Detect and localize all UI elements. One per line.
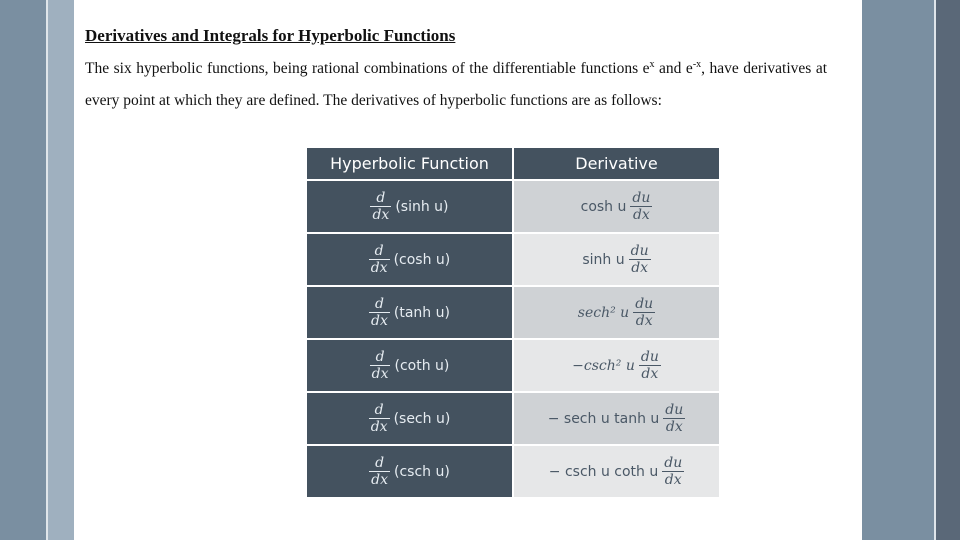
intro-text-and: and e	[654, 60, 693, 77]
exponent-neg-x: -x	[692, 59, 702, 70]
function-expression: (tanh u)	[393, 304, 450, 321]
table-header-row	[306, 147, 720, 180]
header-derivative: Derivative	[513, 147, 720, 180]
slide-title: Derivatives and Integrals for Hyperbolic Functions	[85, 26, 456, 45]
du-dx-fraction: $\frac{du}{dx}$	[635, 296, 654, 329]
derivative-expression: − sech u tanh u	[547, 410, 660, 427]
derivative-expression: −csch² u	[572, 357, 635, 374]
table-row	[306, 339, 720, 392]
function-cell	[306, 445, 513, 498]
derivative-expression: sinh u	[582, 251, 625, 268]
intro-text-part-2: , have derivatives at every point at which they are defined. The derivatives of hyperbolic functions are as follows:	[85, 60, 828, 109]
slide-content	[74, 0, 862, 540]
header-hyperbolic-function: Hyperbolic Function	[306, 147, 513, 180]
left-inner-stripe	[48, 0, 74, 540]
function-cell	[306, 233, 513, 286]
derivative-cell	[513, 233, 720, 286]
function-cell	[306, 339, 513, 392]
function-cell	[306, 180, 513, 233]
d-dx-fraction: $\frac{d}{dx}$	[371, 455, 389, 488]
du-dx-fraction: $\frac{du}{dx}$	[640, 349, 659, 382]
intro-text-part-1: The six hyperbolic functions, being rational combinations of the differentiable functions e	[85, 60, 650, 77]
table-row	[306, 392, 720, 445]
d-dx-fraction: $\frac{d}{dx}$	[372, 190, 390, 223]
function-expression: (sinh u)	[395, 198, 449, 215]
table-row	[306, 445, 720, 498]
d-dx-fraction: $\frac{d}{dx}$	[370, 402, 388, 435]
du-dx-fraction: $\frac{du}{dx}$	[630, 243, 649, 276]
derivative-cell	[513, 180, 720, 233]
table-row	[306, 286, 720, 339]
derivative-cell	[513, 445, 720, 498]
table-row	[306, 233, 720, 286]
du-dx-fraction: $\frac{du}{dx}$	[665, 402, 684, 435]
exponent-x: x	[649, 59, 655, 70]
table-row	[306, 180, 720, 233]
intro-paragraph	[85, 53, 827, 117]
d-dx-fraction: $\frac{d}{dx}$	[371, 296, 388, 329]
function-expression: (coth u)	[394, 357, 450, 374]
derivative-cell	[513, 339, 720, 392]
derivative-expression: sech² u	[577, 304, 630, 321]
derivative-expression: cosh u	[580, 198, 627, 215]
function-expression: (sech u)	[393, 410, 451, 427]
du-dx-fraction: $\frac{du}{dx}$	[632, 190, 651, 223]
function-cell	[306, 286, 513, 339]
right-border-stripe	[862, 0, 936, 540]
du-dx-fraction: $\frac{du}{dx}$	[664, 455, 683, 488]
right-dark-stripe	[936, 0, 960, 540]
function-expression: (cosh u)	[393, 251, 451, 268]
function-expression: (csch u)	[394, 463, 450, 480]
left-border-stripe	[0, 0, 48, 540]
derivative-expression: − csch u coth u	[548, 463, 659, 480]
d-dx-fraction: $\frac{d}{dx}$	[370, 243, 388, 276]
function-cell	[306, 392, 513, 445]
derivative-cell	[513, 392, 720, 445]
derivative-cell	[513, 286, 720, 339]
derivatives-table	[305, 146, 721, 499]
d-dx-fraction: $\frac{d}{dx}$	[371, 349, 389, 382]
